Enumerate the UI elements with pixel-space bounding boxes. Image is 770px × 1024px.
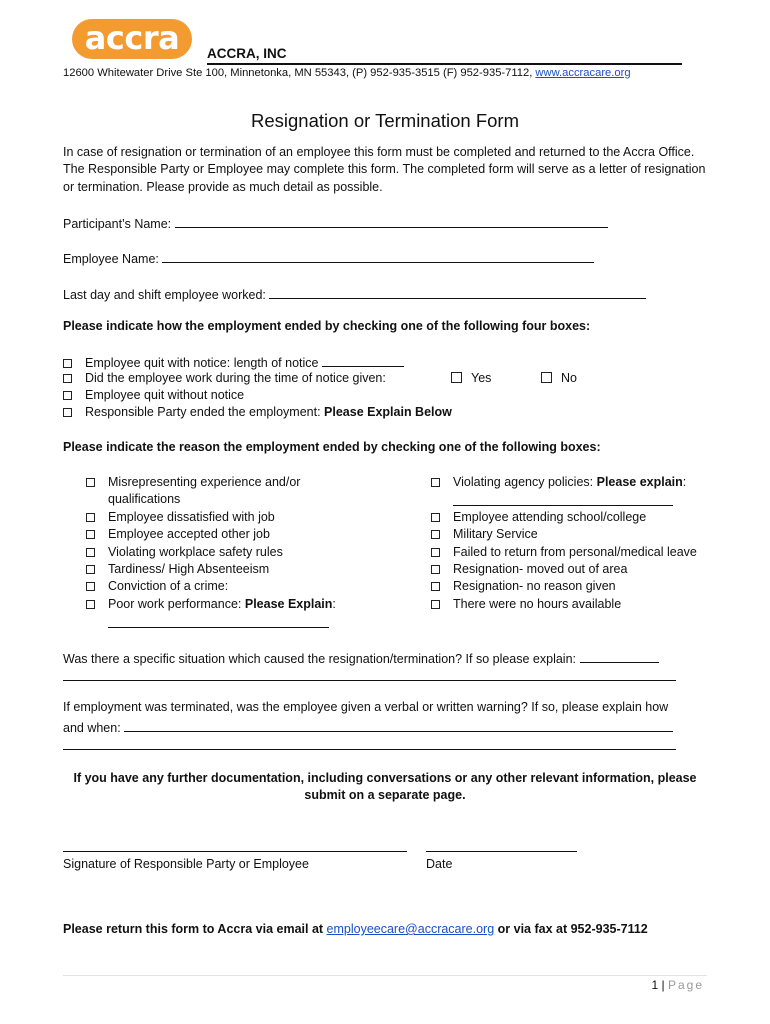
last-day-field[interactable] <box>269 285 646 299</box>
warning-question-line1: If employment was terminated, was the employee given a verbal or written warning? If so, please explain how <box>63 700 669 714</box>
page-separator: | <box>658 978 668 992</box>
website-link[interactable]: www.accracare.org <box>535 67 631 79</box>
misrepresenting-option <box>86 475 300 489</box>
no-checkbox[interactable] <box>541 372 552 383</box>
page-number <box>651 978 704 992</box>
moved-label: Resignation- moved out of area <box>453 562 628 576</box>
rp-ended-label: Responsible Party ended the employment: <box>85 405 325 419</box>
no-reason-label: Resignation- no reason given <box>453 579 616 593</box>
date-label: Date <box>426 857 453 871</box>
yes-option <box>451 371 491 385</box>
employee-name-row <box>63 249 594 266</box>
company-address <box>63 67 631 79</box>
return-text-before: Please return this form to Accra via email at <box>63 922 327 936</box>
school-checkbox[interactable] <box>431 513 440 522</box>
page-word: Page <box>667 978 704 992</box>
school-label: Employee attending school/college <box>453 510 647 524</box>
rp-ended-explain: Please Explain Below <box>324 405 452 419</box>
no-hours-checkbox[interactable] <box>431 600 440 609</box>
last-day-label: Last day and shift employee worked: <box>63 288 266 302</box>
rp-ended-option <box>63 405 452 419</box>
poor-performance-checkbox[interactable] <box>86 600 95 609</box>
tardiness-checkbox[interactable] <box>86 565 95 574</box>
safety-label: Violating workplace safety rules <box>108 545 283 559</box>
accepted-other-label: Employee accepted other job <box>108 527 270 541</box>
accepted-other-option <box>86 527 270 541</box>
tardiness-option <box>86 562 269 576</box>
yes-checkbox[interactable] <box>451 372 462 383</box>
poor-performance-colon: : <box>332 597 336 611</box>
specific-situation-row <box>63 649 659 666</box>
no-hours-label: There were no hours available <box>453 597 622 611</box>
specific-situation-field[interactable] <box>580 649 659 663</box>
quit-notice-label: Employee quit with notice: length of notice <box>85 356 319 370</box>
rp-ended-checkbox[interactable] <box>63 408 72 417</box>
warning-field-line2[interactable] <box>63 749 676 750</box>
failed-return-option <box>431 545 697 559</box>
section1-heading: Please indicate how the employment ended by checking one of the following four boxes: <box>63 319 591 333</box>
safety-checkbox[interactable] <box>86 548 95 557</box>
employee-name-label: Employee Name: <box>63 252 159 266</box>
return-instructions <box>63 922 648 936</box>
no-label: No <box>561 371 577 385</box>
further-documentation-note: If you have any further documentation, including conversations or any other relevant information, please submit on a separate page. <box>73 771 697 803</box>
no-hours-option <box>431 597 621 611</box>
poor-performance-label: Poor work performance: <box>108 597 245 611</box>
email-link[interactable]: employeecare@accracare.org <box>326 922 495 936</box>
signature-field[interactable] <box>63 851 407 852</box>
warning-question-row <box>63 718 673 735</box>
violating-policies-explain-field[interactable] <box>453 505 673 506</box>
participant-name-row <box>63 214 608 231</box>
poor-performance-option <box>86 597 336 611</box>
no-reason-option <box>431 579 616 593</box>
misrepresenting-label: Misrepresenting experience and/or <box>108 475 301 489</box>
accepted-other-checkbox[interactable] <box>86 530 95 539</box>
quit-notice-checkbox[interactable] <box>63 359 72 368</box>
last-day-row <box>63 285 646 302</box>
signature-label: Signature of Responsible Party or Employee <box>63 857 309 871</box>
violating-policies-explain: Please explain <box>596 475 683 489</box>
participant-name-label: Participant’s Name: <box>63 217 172 231</box>
dissatisfied-label: Employee dissatisfied with job <box>108 510 275 524</box>
warning-field[interactable] <box>124 718 673 732</box>
quit-without-label: Employee quit without notice <box>85 388 245 402</box>
quit-without-checkbox[interactable] <box>63 391 72 400</box>
header-rule <box>207 63 682 65</box>
conviction-label: Conviction of a crime: <box>108 579 229 593</box>
misrepresenting-label-line2: qualifications <box>108 492 181 506</box>
poor-performance-explain-field[interactable] <box>108 627 329 628</box>
school-option <box>431 510 646 524</box>
dissatisfied-checkbox[interactable] <box>86 513 95 522</box>
worked-notice-option <box>63 371 386 385</box>
moved-option <box>431 562 627 576</box>
worked-notice-checkbox[interactable] <box>63 374 72 383</box>
violating-policies-option <box>431 475 686 489</box>
poor-performance-explain: Please Explain <box>244 597 333 611</box>
military-option <box>431 527 538 541</box>
conviction-checkbox[interactable] <box>86 582 95 591</box>
return-text-after: or via fax at 952-935-7112 <box>494 922 648 936</box>
conviction-option <box>86 579 228 593</box>
violating-policies-checkbox[interactable] <box>431 478 440 487</box>
quit-without-option <box>63 388 244 402</box>
participant-name-field[interactable] <box>175 214 608 228</box>
section2-heading: Please indicate the reason the employment ended by checking one of the following boxes: <box>63 440 601 454</box>
accra-logo: accra <box>72 19 192 59</box>
form-title: Resignation or Termination Form <box>250 110 520 131</box>
company-name: ACCRA, INC <box>207 46 287 61</box>
yes-label: Yes <box>471 371 492 385</box>
no-option <box>541 371 577 385</box>
notice-length-field[interactable] <box>322 353 404 367</box>
moved-checkbox[interactable] <box>431 565 440 574</box>
address-text: 12600 Whitewater Drive Ste 100, Minnetonka, MN 55343, (P) 952-935-3515 (F) 952-935-7112, <box>63 67 536 79</box>
employee-name-field[interactable] <box>162 249 594 263</box>
violating-policies-label: Violating agency policies: <box>453 475 597 489</box>
worked-notice-label: Did the employee work during the time of notice given: <box>85 371 386 385</box>
footer-rule <box>63 975 707 976</box>
specific-situation-field-line2[interactable] <box>63 680 676 681</box>
no-reason-checkbox[interactable] <box>431 582 440 591</box>
quit-notice-option <box>63 353 404 370</box>
page-number-value: 1 <box>651 978 659 992</box>
failed-return-label: Failed to return from personal/medical leave <box>453 545 697 559</box>
warning-question-line2: and when: <box>63 721 121 735</box>
military-label: Military Service <box>453 527 538 541</box>
military-checkbox[interactable] <box>431 530 440 539</box>
misrepresenting-checkbox[interactable] <box>86 478 95 487</box>
date-field[interactable] <box>426 851 577 852</box>
violating-policies-colon: : <box>682 475 687 489</box>
intro-paragraph: In case of resignation or termination of an employee this form must be completed and returned to the Accra Office. The Responsible Party or Employee may complete this form. The completed form will serve as a letter of resignation or termination. Please provide as much detail as possible. <box>63 145 706 194</box>
specific-situation-label: Was there a specific situation which caused the resignation/termination? If so please explain: <box>63 652 577 666</box>
safety-option <box>86 545 283 559</box>
failed-return-checkbox[interactable] <box>431 548 440 557</box>
tardiness-label: Tardiness/ High Absenteeism <box>108 562 270 576</box>
dissatisfied-option <box>86 510 275 524</box>
